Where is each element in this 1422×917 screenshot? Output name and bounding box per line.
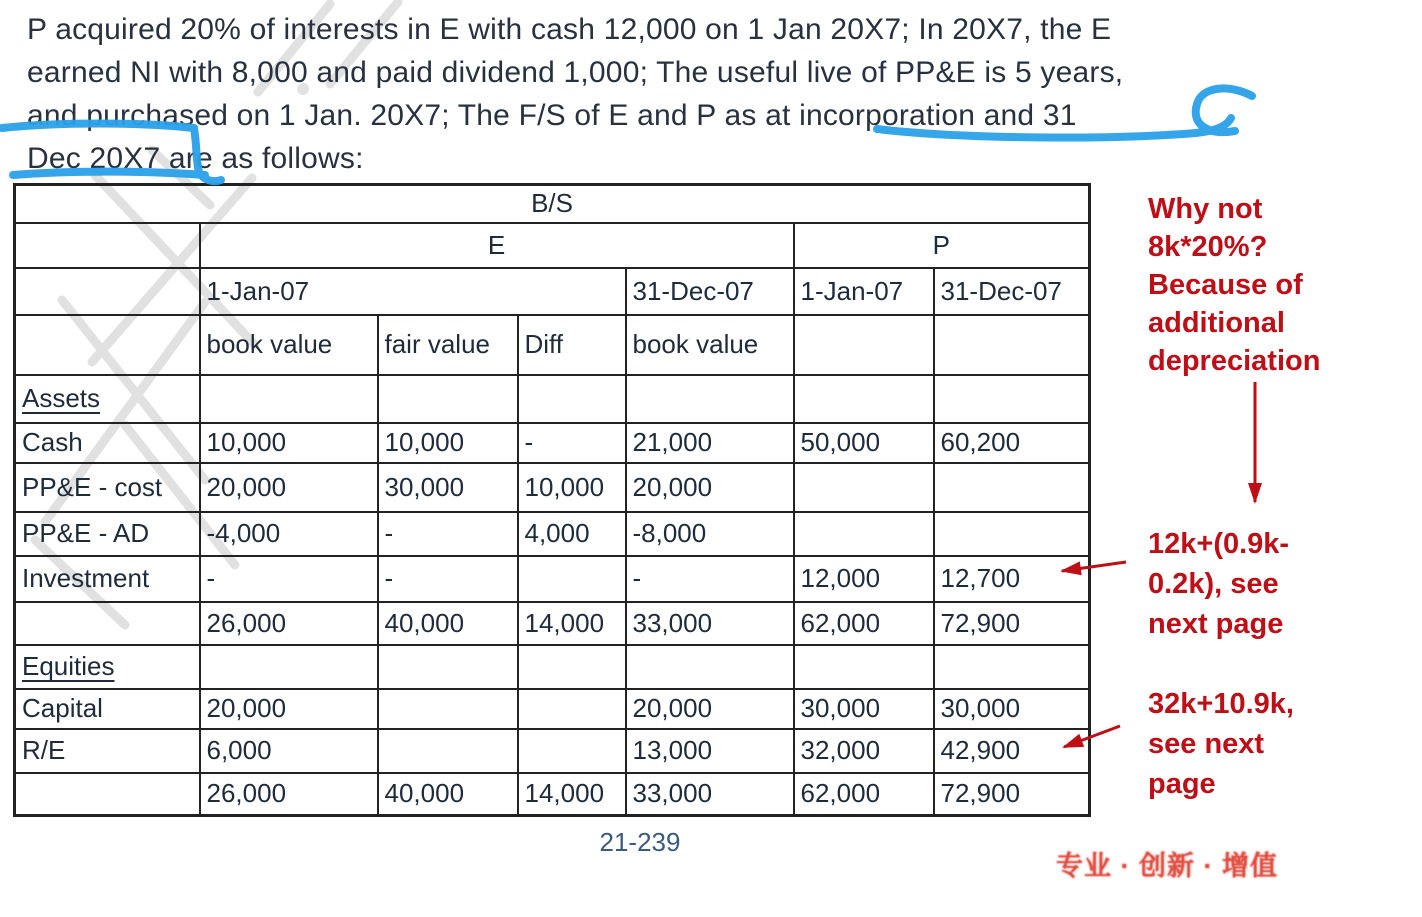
sub-header: book value	[200, 315, 378, 375]
cell: 33,000	[626, 602, 794, 645]
table-row	[15, 512, 1090, 556]
table-title: B/S	[15, 185, 1090, 223]
cell: 40,000	[378, 602, 518, 645]
row-label: R/E	[15, 729, 200, 773]
group-header-p: P	[794, 223, 1090, 268]
cell	[794, 512, 934, 556]
cell	[15, 268, 200, 315]
note-line: next page	[1148, 608, 1284, 640]
cell: 30,000	[794, 689, 934, 729]
row-label	[15, 602, 200, 645]
paragraph-line-1: P acquired 20% of interests in E with cash 12,000 on 1 Jan 20X7; In 20X7, the E	[27, 13, 1112, 46]
row-label: PP&E - cost	[15, 463, 200, 512]
cell: 26,000	[200, 602, 378, 645]
cell	[626, 645, 794, 689]
cell	[934, 512, 1090, 556]
table-row	[15, 223, 1090, 268]
table-row	[15, 602, 1090, 645]
cell	[794, 645, 934, 689]
cell: 20,000	[200, 463, 378, 512]
cell	[15, 315, 200, 375]
table-row	[15, 375, 1090, 423]
cell	[518, 645, 626, 689]
cell	[934, 463, 1090, 512]
table-row	[15, 463, 1090, 512]
cell: 13,000	[626, 729, 794, 773]
note-line: additional	[1148, 307, 1285, 339]
note-line: page	[1148, 768, 1216, 800]
table-row	[15, 315, 1090, 375]
table-row	[15, 185, 1090, 223]
row-label: Investment	[15, 556, 200, 602]
cell: 10,000	[200, 423, 378, 463]
note-re-calc	[1148, 684, 1294, 804]
logo-text: 专业 · 创新 · 增值	[1056, 851, 1278, 881]
date-header: 31-Dec-07	[934, 268, 1090, 315]
cell: 32,000	[794, 729, 934, 773]
cell: 60,200	[934, 423, 1090, 463]
row-label: PP&E - AD	[15, 512, 200, 556]
cell	[518, 729, 626, 773]
cell	[15, 223, 200, 268]
cell	[378, 689, 518, 729]
table-row	[15, 556, 1090, 602]
cell	[378, 645, 518, 689]
cell	[794, 375, 934, 423]
cell	[626, 375, 794, 423]
cell	[794, 315, 934, 375]
cell: 72,900	[934, 773, 1090, 816]
cell: 14,000	[518, 602, 626, 645]
page-number: 21-239	[599, 827, 681, 857]
sub-header: Diff	[518, 315, 626, 375]
cell	[378, 729, 518, 773]
table-row	[15, 689, 1090, 729]
note-why-not	[1148, 190, 1320, 380]
cell	[200, 375, 378, 423]
paragraph-line-3: and purchased on 1 Jan. 20X7; The F/S of E and P as at incorporation and 31	[27, 99, 1077, 132]
cell: -8,000	[626, 512, 794, 556]
note-line: Why not	[1148, 193, 1263, 225]
cell	[518, 375, 626, 423]
paragraph-line-2: earned NI with 8,000 and paid dividend 1,000; The useful live of PP&E is 5 years,	[27, 56, 1124, 89]
cell: 20,000	[626, 689, 794, 729]
cell: -4,000	[200, 512, 378, 556]
cell: 50,000	[794, 423, 934, 463]
row-label: Equities	[15, 645, 200, 689]
note-line: depreciation	[1148, 345, 1321, 377]
table-row	[15, 773, 1090, 816]
cell: -	[518, 423, 626, 463]
cell: -	[200, 556, 378, 602]
table-row	[15, 423, 1090, 463]
row-label: Cash	[15, 423, 200, 463]
cell	[934, 375, 1090, 423]
note-investment-calc	[1148, 524, 1289, 644]
row-label	[15, 773, 200, 816]
table-row	[15, 729, 1090, 773]
cell: 20,000	[200, 689, 378, 729]
table-row	[15, 645, 1090, 689]
cell: 4,000	[518, 512, 626, 556]
cell: -	[626, 556, 794, 602]
cell	[378, 375, 518, 423]
cell	[518, 556, 626, 602]
cell: 21,000	[626, 423, 794, 463]
group-header-e: E	[200, 223, 794, 268]
paragraph-line-4: Dec 20X7 are as follows:	[27, 142, 364, 175]
cell: 26,000	[200, 773, 378, 816]
table-row	[15, 268, 1090, 315]
sub-header: fair value	[378, 315, 518, 375]
sub-header: book value	[626, 315, 794, 375]
cell: 12,000	[794, 556, 934, 602]
cell	[934, 645, 1090, 689]
note-line: 0.2k), see	[1148, 568, 1279, 600]
date-header: 1-Jan-07	[794, 268, 934, 315]
cell: 30,000	[378, 463, 518, 512]
cell: 40,000	[378, 773, 518, 816]
cell: 10,000	[518, 463, 626, 512]
note-line: 32k+10.9k,	[1148, 688, 1294, 720]
cell: 30,000	[934, 689, 1090, 729]
cell: 12,700	[934, 556, 1090, 602]
cell: 62,000	[794, 602, 934, 645]
note-line: see next	[1148, 728, 1265, 760]
note-line: 12k+(0.9k-	[1148, 528, 1290, 560]
cell: -	[378, 512, 518, 556]
date-header: 31-Dec-07	[626, 268, 794, 315]
row-label: Assets	[15, 375, 200, 423]
cell	[794, 463, 934, 512]
cell: -	[378, 556, 518, 602]
note-line: Because of	[1148, 269, 1303, 301]
cell: 62,000	[794, 773, 934, 816]
cell: 6,000	[200, 729, 378, 773]
cell: 72,900	[934, 602, 1090, 645]
cell	[934, 315, 1090, 375]
cell	[518, 689, 626, 729]
cell: 20,000	[626, 463, 794, 512]
cell: 42,900	[934, 729, 1090, 773]
date-header: 1-Jan-07	[200, 268, 626, 315]
cell	[200, 645, 378, 689]
cell: 10,000	[378, 423, 518, 463]
note-line: 8k*20%?	[1148, 231, 1268, 263]
row-label: Capital	[15, 689, 200, 729]
balance-sheet-table	[13, 183, 1091, 817]
cell: 33,000	[626, 773, 794, 816]
cell: 14,000	[518, 773, 626, 816]
